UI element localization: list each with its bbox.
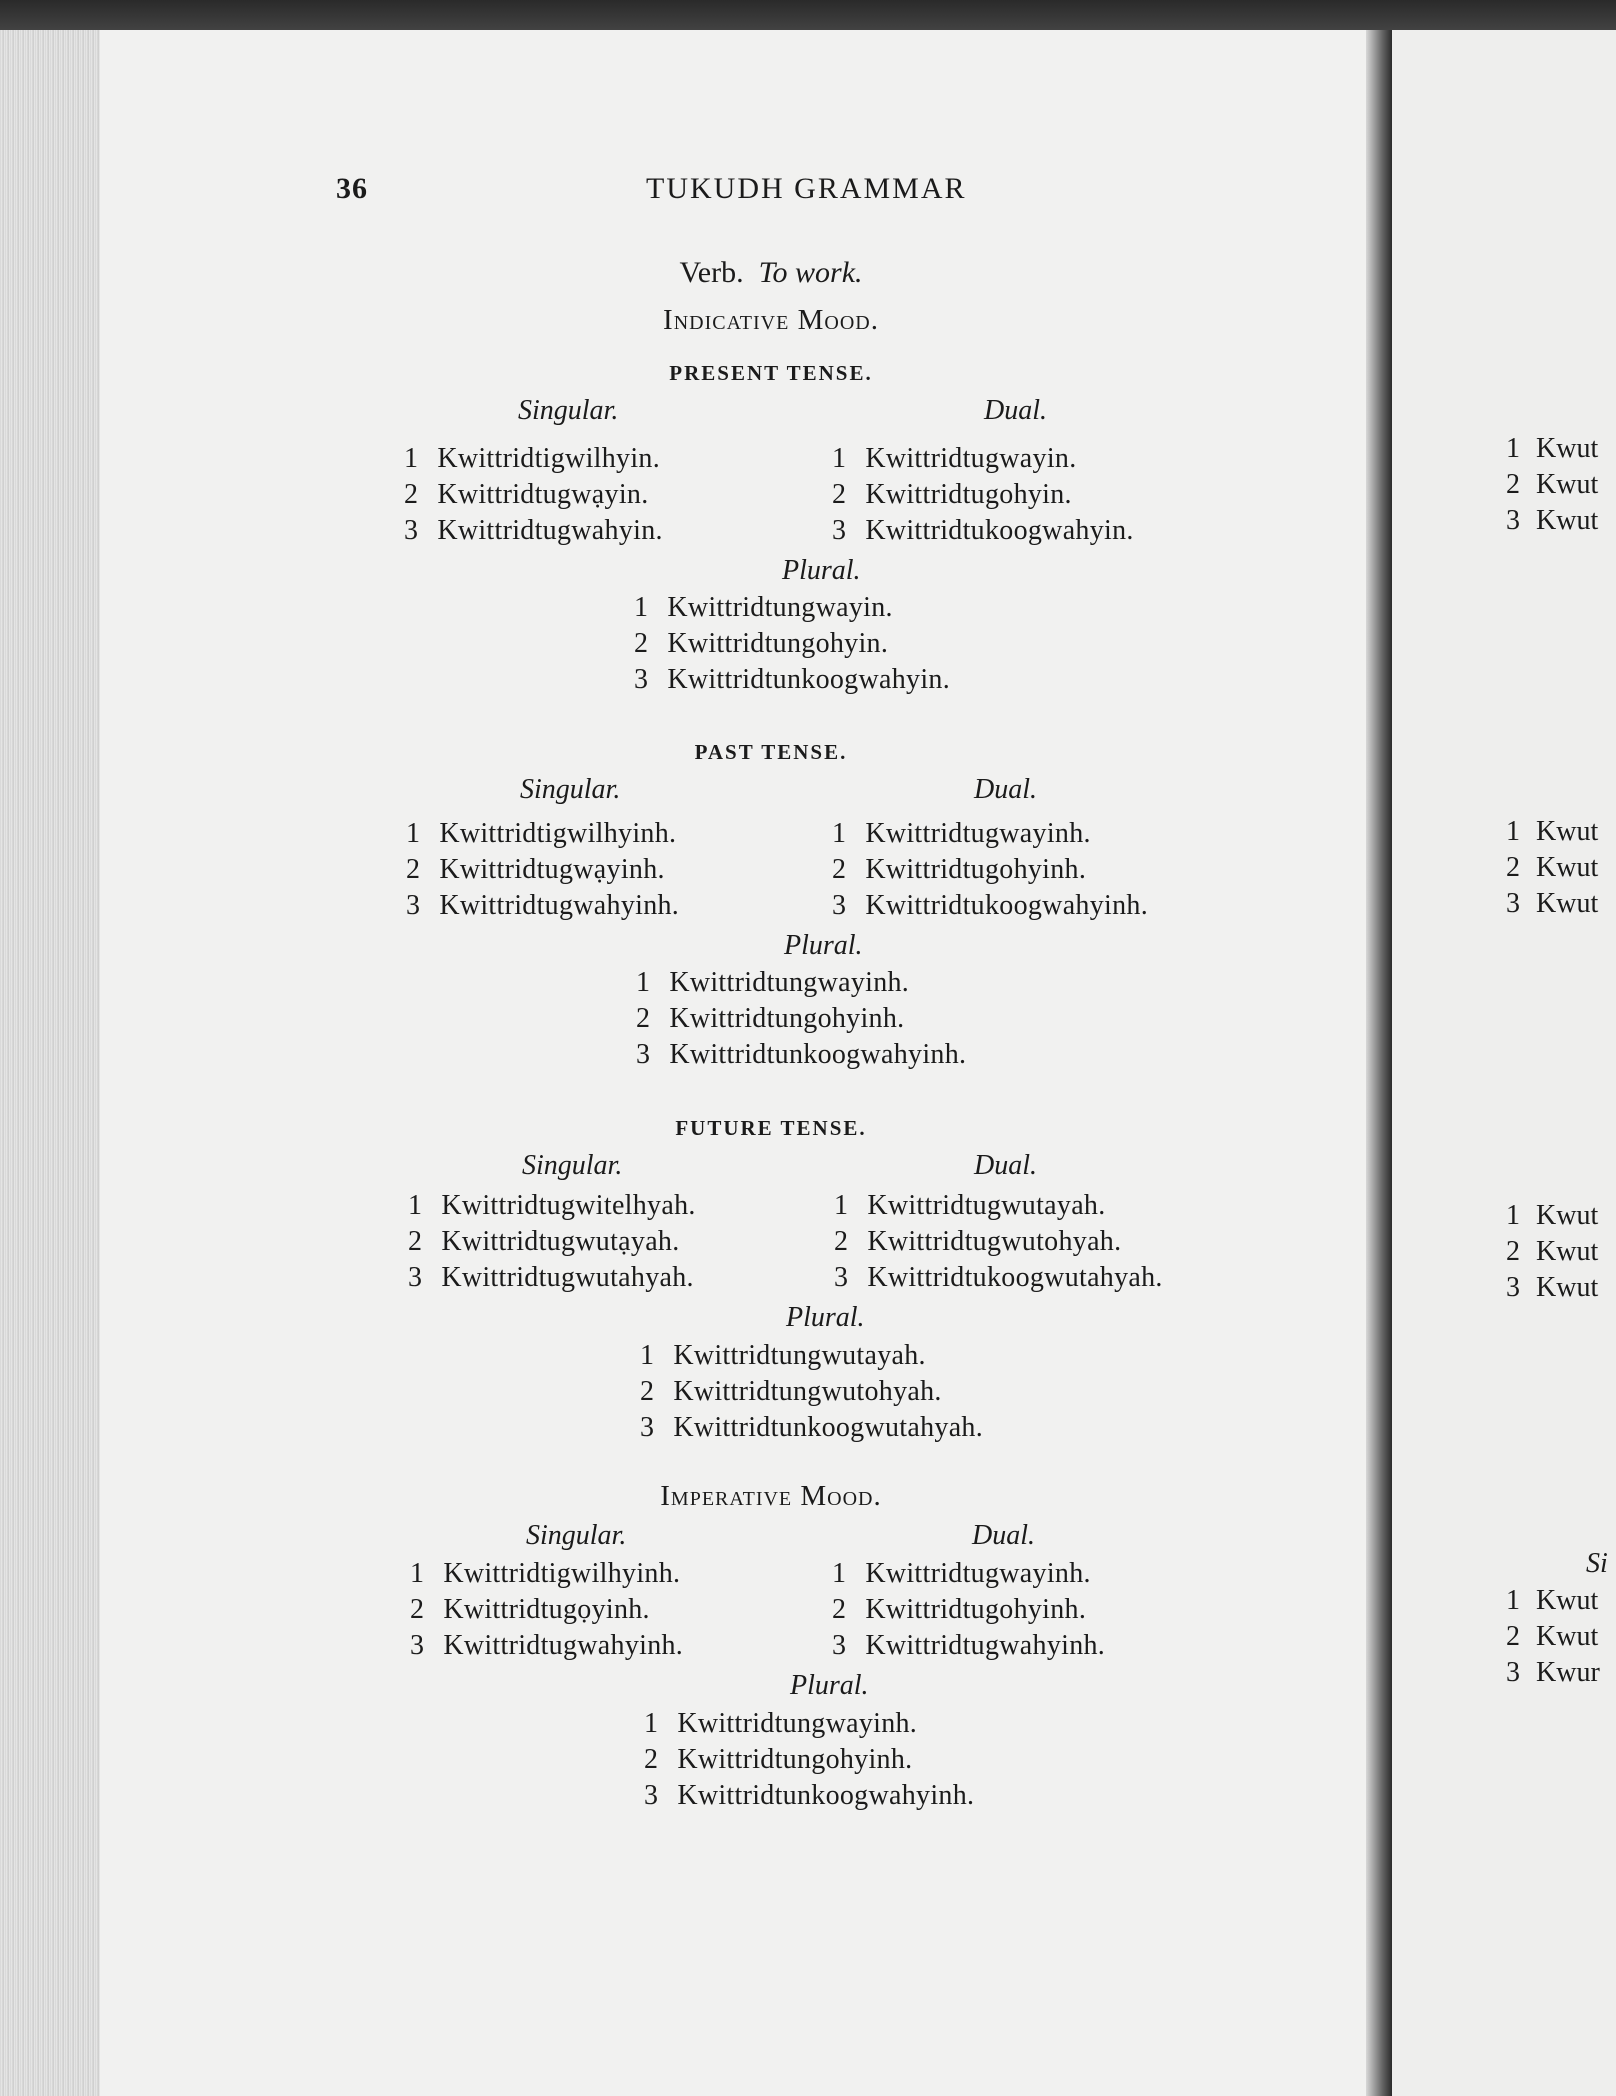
verb-form: Kwittridtigwilhyinh. [443,1558,681,1589]
future-plural-row [640,1340,926,1372]
facing-text: Kwut [1536,1621,1599,1652]
verb-form: Kwittridtugọyinh. [443,1594,650,1625]
past-plural-row [636,1039,966,1071]
facing-text: Kwut [1536,505,1599,536]
facing-row [1506,505,1598,537]
present-plural-label: Plural. [782,555,861,586]
person-number: 2 [1506,1236,1520,1267]
past-dual-row [832,854,1086,886]
future-singular-row [408,1262,694,1294]
future-singular-row [408,1190,696,1222]
verb-form: Kwittridtungohyinh. [669,1003,905,1034]
facing-colhead: Si [1586,1548,1608,1579]
future-plural-row [640,1376,942,1408]
facing-row [1506,816,1598,848]
person-number: 3 [408,1262,423,1293]
verb-form: Kwittridtukoogwutahyah. [867,1262,1163,1293]
verb-form: Kwittridtigwilhyinh. [439,818,677,849]
verb-form: Kwittridtungwutayah. [673,1340,926,1371]
person-number: 2 [408,1226,423,1257]
verb-form: Kwittridtunkoogwahyinh. [669,1039,967,1070]
future-dual-row [834,1262,1163,1294]
imperative-plural-label: Plural. [790,1670,869,1701]
running-head: TUKUDH GRAMMAR [646,172,967,205]
person-number: 3 [640,1412,655,1443]
person-number: 2 [832,1594,847,1625]
verb-form: Kwittridtungwayinh. [669,967,910,998]
verb-label: Verb. [679,256,744,289]
person-number: 2 [634,628,649,659]
person-number: 2 [404,479,419,510]
facing-text: Kwut [1536,1200,1599,1231]
facing-text: Kwut [1536,433,1599,464]
verb-form: Kwittridtunkoogwahyin. [667,664,951,695]
facing-row [1506,1657,1600,1689]
future-singular-row [408,1226,680,1258]
person-number: 1 [834,1190,849,1221]
imperative-singular-row [410,1630,683,1662]
verb-form: Kwittridtungwayinh. [677,1708,918,1739]
verb-form: Kwittridtukoogwahyinh. [865,890,1149,921]
verb-form: Kwittridtugwutạyah. [441,1226,680,1257]
facing-text: Kwut [1536,888,1599,919]
past-tense-heading: PAST TENSE. [694,740,848,764]
imperative-dual-label: Dual. [972,1520,1035,1551]
verb-form: Kwittridtugwutohyah. [867,1226,1122,1257]
person-number: 1 [832,1558,847,1589]
verb-form: Kwittridtugohyinh. [865,854,1087,885]
person-number: 1 [408,1190,423,1221]
person-number: 1 [410,1558,425,1589]
facing-text: Kwut [1536,1585,1599,1616]
facing-page [1392,30,1616,2096]
present-plural-row [634,628,888,660]
person-number: 3 [636,1039,651,1070]
past-singular-row [406,890,679,922]
person-number: 2 [636,1003,651,1034]
page-edges [0,30,100,2096]
facing-row [1506,469,1598,501]
person-number: 3 [834,1262,849,1293]
imperative-singular-label: Singular. [526,1520,627,1551]
future-dual-row [834,1190,1106,1222]
verb-form: Kwittridtungohyin. [667,628,889,659]
person-number: 1 [1506,1200,1520,1231]
person-number: 1 [406,818,421,849]
person-number: 2 [1506,469,1520,500]
person-number: 3 [832,515,847,546]
verb-form: Kwittridtugwayinh. [865,818,1091,849]
verb-form: Kwittridtungwayin. [667,592,893,623]
past-plural-row [636,1003,904,1035]
facing-text: Kwut [1536,469,1599,500]
person-number: 1 [832,443,847,474]
facing-row [1506,888,1598,920]
person-number: 2 [1506,852,1520,883]
facing-text: Kwut [1536,852,1599,883]
person-number: 1 [832,818,847,849]
person-number: 2 [832,479,847,510]
verb-form: Kwittridtugohyinh. [865,1594,1087,1625]
verb-form: Kwittridtigwilhyin. [437,443,661,474]
verb-form: Kwittridtugohyin. [865,479,1072,510]
person-number: 3 [832,1630,847,1661]
verb-form: Kwittridtugwahyinh. [439,890,680,921]
verb-form: Kwittridtugwạyinh. [439,854,665,885]
page-number: 36 [336,172,368,205]
verb-form: Kwittridtugwạyin. [437,479,649,510]
verb-meaning: To work. [758,256,863,289]
person-number: 3 [404,515,419,546]
present-dual-row [832,515,1134,547]
present-tense-heading: PRESENT TENSE. [669,361,873,385]
verb-form: Kwittridtugwitelhyah. [441,1190,696,1221]
imperative-dual-row [832,1594,1086,1626]
future-dual-label: Dual. [974,1150,1037,1181]
verb-form: Kwittridtunkoogwahyinh. [677,1780,975,1811]
person-number: 1 [1506,433,1520,464]
past-dual-row [832,818,1091,850]
person-number: 2 [410,1594,425,1625]
person-number: 3 [1506,1657,1520,1688]
future-singular-label: Singular. [522,1150,623,1181]
facing-text: Kwur [1536,1657,1600,1688]
facing-row [1506,852,1598,884]
past-dual-row [832,890,1148,922]
present-singular-row [404,479,649,511]
facing-row [1506,1200,1598,1232]
person-number: 3 [1506,505,1520,536]
imperative-plural-row [644,1708,917,1740]
person-number: 3 [410,1630,425,1661]
person-number: 1 [1506,816,1520,847]
imperative-singular-row [410,1558,680,1590]
future-dual-row [834,1226,1121,1258]
imperative-plural-row [644,1780,974,1812]
person-number: 1 [636,967,651,998]
person-number: 2 [834,1226,849,1257]
verb-form: Kwittridtukoogwahyin. [865,515,1134,546]
person-number: 2 [640,1376,655,1407]
person-number: 3 [644,1780,659,1811]
person-number: 1 [640,1340,655,1371]
person-number: 3 [634,664,649,695]
present-singular-row [404,515,663,547]
person-number: 3 [832,890,847,921]
facing-text: Kwut [1536,816,1599,847]
present-plural-row [634,592,893,624]
facing-row [1506,1585,1598,1617]
past-plural-label: Plural. [784,930,863,961]
present-dual-label: Dual. [984,395,1047,426]
verb-form: Kwittridtugwayin. [865,443,1077,474]
facing-row [1506,433,1598,465]
facing-row [1506,1272,1598,1304]
imperative-singular-row [410,1594,650,1626]
past-plural-row [636,967,909,999]
verb-form: Kwittridtugwutayah. [867,1190,1106,1221]
verb-form: Kwittridtunkoogwutahyah. [673,1412,984,1443]
present-dual-row [832,443,1077,475]
verb-form: Kwittridtugwahyinh. [443,1630,684,1661]
future-plural-row [640,1412,983,1444]
verb-form: Kwittridtungohyinh. [677,1744,913,1775]
present-singular-label: Singular. [518,395,619,426]
person-number: 1 [1506,1585,1520,1616]
future-plural-label: Plural. [786,1302,865,1333]
present-plural-row [634,664,950,696]
person-number: 3 [1506,888,1520,919]
past-singular-row [406,818,676,850]
person-number: 3 [406,890,421,921]
verb-form: Kwittridtugwahyinh. [865,1630,1106,1661]
imperative-mood-heading: Imperative Mood. [660,1480,882,1512]
verb-form: Kwittridtugwutahyah. [441,1262,694,1293]
person-number: 1 [404,443,419,474]
imperative-dual-row [832,1630,1105,1662]
person-number: 2 [406,854,421,885]
person-number: 1 [644,1708,659,1739]
verb-form: Kwittridtungwutohyah. [673,1376,942,1407]
facing-text: Kwut [1536,1236,1599,1267]
past-dual-label: Dual. [974,774,1037,805]
person-number: 3 [1506,1272,1520,1303]
present-dual-row [832,479,1072,511]
verb-form: Kwittridtugwayinh. [865,1558,1091,1589]
facing-row [1506,1621,1598,1653]
person-number: 2 [832,854,847,885]
past-singular-row [406,854,665,886]
book-gutter [1366,30,1392,2096]
facing-row [1506,1236,1598,1268]
past-singular-label: Singular. [520,774,621,805]
imperative-plural-row [644,1744,912,1776]
indicative-mood-heading: Indicative Mood. [663,304,879,336]
verb-form: Kwittridtugwahyin. [437,515,663,546]
verb-line [0,256,1372,290]
person-number: 2 [1506,1621,1520,1652]
future-tense-heading: FUTURE TENSE. [675,1116,867,1140]
person-number: 1 [634,592,649,623]
person-number: 2 [644,1744,659,1775]
imperative-dual-row [832,1558,1091,1590]
facing-text: Kwut [1536,1272,1599,1303]
present-singular-row [404,443,660,475]
